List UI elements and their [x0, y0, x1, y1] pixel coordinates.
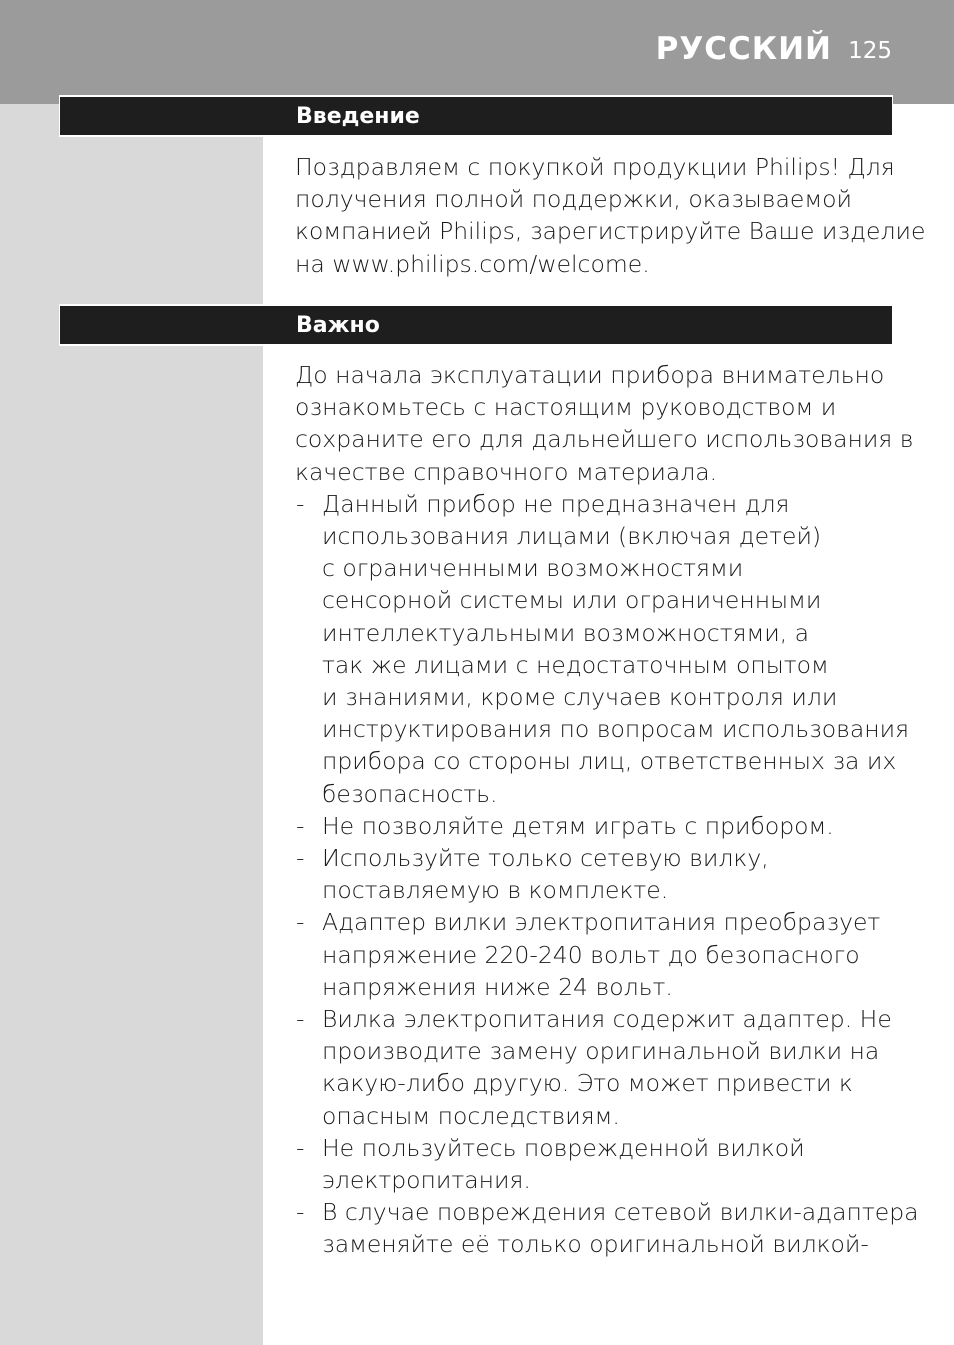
bullet-dash: - [296, 811, 305, 840]
section-title-intro: Введение [296, 104, 420, 129]
bullet-dash: - [296, 489, 305, 518]
text-line: Не позволяйте детям играть с прибором. [322, 811, 834, 840]
text-line: какую-либо другую. Это может привести к [322, 1069, 853, 1098]
bullet-item [295, 842, 895, 906]
intro-text [295, 151, 926, 280]
bullet-dash: - [296, 1133, 305, 1162]
text-line: и знаниями, кроме случаев контроля или [322, 683, 838, 712]
text-line: Вилка электропитания содержит адаптер. Не [322, 1005, 892, 1034]
text-line: качестве справочного материала. [295, 457, 718, 486]
intro-paragraph [295, 151, 926, 280]
page-header [0, 0, 954, 104]
text-line: В случае повреждения сетевой вилки-адаптера [322, 1198, 919, 1227]
text-line: ознакомьтесь с настоящим руководством и [295, 393, 837, 422]
text-line: сенсорной системы или ограниченными [322, 586, 822, 615]
bullet-dash: - [296, 844, 305, 873]
text-line: Адаптер вилки электропитания преобразует [322, 908, 881, 937]
section-bar-important [59, 304, 893, 346]
text-line: Поздравляем с покупкой продукции Philips! Для [295, 153, 895, 181]
text-line: опасным последствиям. [322, 1101, 620, 1130]
bullet-item [295, 810, 895, 842]
text-line: До начала эксплуатации прибора внимательно [295, 361, 885, 389]
text-line: сохраните его для дальнейшего использования в [295, 425, 914, 454]
text-line: с ограниченными возможностями [322, 554, 744, 583]
left-margin-column [0, 0, 263, 1345]
text-line: напряжения ниже 24 вольт. [322, 972, 673, 1001]
text-line: Данный прибор не предназначен для [322, 489, 790, 518]
text-line: интеллектуальными возможностями, а [322, 618, 810, 647]
section-bar-intro [59, 95, 893, 137]
text-line: производите замену оригинальной вилки на [322, 1037, 880, 1066]
text-line: инструктирования по вопросам использования [322, 715, 910, 744]
text-line: заменяйте её только оригинальной вилкой- [322, 1230, 869, 1259]
text-line: напряжение 220-240 вольт до безопасного [322, 940, 860, 969]
text-line: Не пользуйтесь поврежденной вилкой [322, 1133, 805, 1162]
text-line: электропитания. [322, 1166, 531, 1195]
bullet-dash: - [296, 1198, 305, 1227]
text-line: безопасность. [322, 779, 498, 808]
text-line: Используйте только сетевую вилку, [322, 844, 769, 873]
text-line: поставляемую в комплекте. [322, 876, 669, 905]
bullet-dash: - [296, 1005, 305, 1034]
text-line: так же лицами с недостаточным опытом [322, 650, 829, 679]
important-content [295, 359, 919, 1261]
text-line: на www.philips.com/welcome. [295, 249, 650, 278]
text-line: получения полной поддержки, оказываемой [295, 185, 852, 214]
text-line: прибора со стороны лиц, ответственных за их [322, 747, 897, 776]
section-title-important: Важно [296, 313, 380, 338]
bullet-item [295, 1003, 895, 1132]
bullet-dash: - [296, 908, 305, 937]
text-line: использования лицами (включая детей) [322, 522, 822, 551]
important-intro-text [295, 359, 914, 488]
bullet-item [295, 906, 895, 1003]
bullet-item [295, 1196, 919, 1260]
bullet-item [295, 488, 910, 810]
text-line: компанией Philips, зарегистрируйте Ваше изделие [295, 217, 926, 246]
language-heading: РУССКИЙ [655, 31, 832, 67]
page-number: 125 [848, 38, 892, 64]
bullet-item [295, 1132, 895, 1196]
